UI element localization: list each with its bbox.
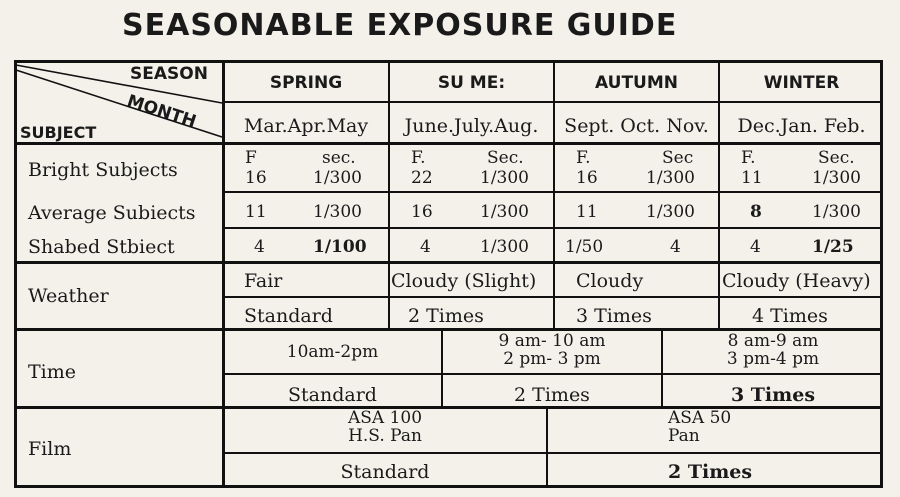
time-range: 2 pm- 3 pm bbox=[503, 349, 601, 369]
shaded-f-value: 4 bbox=[750, 237, 761, 257]
bright-f-head: F bbox=[245, 148, 257, 168]
shaded-sec-value: 4 bbox=[670, 237, 681, 257]
average-sec-value: 1/300 bbox=[646, 202, 695, 222]
months-spring: Mar.Apr.May bbox=[243, 115, 369, 137]
bright-sec-value: 1/300 bbox=[480, 168, 529, 188]
bright-f-value: 22 bbox=[411, 168, 433, 188]
film-type: ASA 50 bbox=[668, 408, 732, 428]
rule bbox=[388, 62, 390, 328]
time-factor: Standard bbox=[288, 384, 377, 406]
subject-label: SUBJECT bbox=[20, 123, 97, 142]
shaded-f-value: 4 bbox=[420, 237, 431, 257]
rule bbox=[14, 406, 883, 409]
weather-factor: 3 Times bbox=[576, 305, 652, 327]
weather-factor: 4 Times bbox=[752, 305, 828, 327]
shaded-f-value: 4 bbox=[254, 237, 265, 257]
average-sec-value: 1/300 bbox=[313, 202, 362, 222]
row-label-average: Average Subiects bbox=[28, 202, 196, 224]
bright-f-head: F. bbox=[576, 148, 591, 168]
film-type: Pan bbox=[668, 426, 700, 446]
time-range: 8 am-9 am bbox=[727, 331, 819, 351]
weather-condition: Fair bbox=[244, 270, 283, 292]
shaded-sec-value: 1/100 bbox=[313, 237, 367, 257]
bright-sec-head: Sec bbox=[662, 148, 694, 168]
months-summer: June.July.Aug. bbox=[404, 115, 539, 137]
bright-sec-value: 1/300 bbox=[313, 168, 362, 188]
average-f-value: 8 bbox=[750, 202, 762, 222]
row-label-weather: Weather bbox=[28, 285, 109, 307]
bright-sec-head: Sec. bbox=[818, 148, 855, 168]
average-f-value: 11 bbox=[245, 202, 267, 222]
film-type: ASA 100 bbox=[347, 408, 423, 428]
weather-condition: Cloudy (Heavy) bbox=[722, 270, 871, 292]
row-label-time: Time bbox=[28, 361, 77, 383]
rule bbox=[546, 408, 548, 488]
rule bbox=[14, 261, 883, 264]
time-factor: 2 Times bbox=[514, 384, 590, 406]
season-autumn: AUTUMN bbox=[595, 73, 678, 93]
bright-f-value: 16 bbox=[245, 168, 267, 188]
page-title: SEASONABLE EXPOSURE GUIDE bbox=[122, 8, 678, 43]
bright-sec-value: 1/300 bbox=[646, 168, 695, 188]
rule bbox=[224, 373, 883, 375]
bright-f-head: F. bbox=[741, 148, 756, 168]
row-label-bright: Bright Subjects bbox=[28, 159, 178, 181]
months-autumn: Sept. Oct. Nov. bbox=[564, 115, 709, 137]
film-factor: Standard bbox=[340, 461, 430, 483]
season-winter: WINTER bbox=[763, 73, 840, 93]
weather-factor: 2 Times bbox=[408, 305, 484, 327]
weather-condition: Cloudy bbox=[576, 270, 644, 292]
season-spring: SPRING bbox=[269, 73, 343, 93]
bright-f-value: 11 bbox=[741, 168, 763, 188]
weather-condition: Cloudy (Slight) bbox=[391, 270, 537, 292]
weather-factor: Standard bbox=[244, 305, 333, 327]
bright-sec-head: sec. bbox=[322, 148, 356, 168]
bright-sec-value: 1/300 bbox=[812, 168, 861, 188]
months-winter: Dec.Jan. Feb. bbox=[737, 115, 866, 137]
season-label: SEASON bbox=[130, 64, 208, 84]
bright-sec-head: Sec. bbox=[487, 148, 524, 168]
average-sec-value: 1/300 bbox=[812, 202, 861, 222]
shaded-sec-value: 1/300 bbox=[480, 237, 529, 257]
rule bbox=[224, 452, 883, 454]
shaded-f-value: 1/50 bbox=[565, 237, 604, 257]
film-type: H.S. Pan bbox=[348, 426, 422, 446]
average-f-value: 11 bbox=[576, 202, 598, 222]
shaded-sec-value: 1/25 bbox=[812, 237, 854, 257]
row-label-film: Film bbox=[28, 438, 72, 460]
time-factor: 3 Times bbox=[730, 384, 816, 406]
bright-f-value: 16 bbox=[576, 168, 598, 188]
season-summer: SU ME: bbox=[437, 73, 506, 93]
row-label-shaded: Shabed Stbiect bbox=[28, 236, 175, 258]
rule bbox=[14, 142, 883, 145]
film-factor: 2 Times bbox=[668, 461, 753, 483]
average-sec-value: 1/300 bbox=[480, 202, 529, 222]
time-range: 9 am- 10 am bbox=[498, 331, 606, 351]
rule bbox=[718, 62, 720, 328]
time-range: 10am-2pm bbox=[286, 342, 379, 362]
bright-f-head: F. bbox=[411, 148, 426, 168]
month-label: MONTH bbox=[124, 91, 199, 133]
time-range: 3 pm-4 pm bbox=[726, 349, 820, 369]
average-f-value: 16 bbox=[411, 202, 433, 222]
rule bbox=[553, 62, 555, 328]
